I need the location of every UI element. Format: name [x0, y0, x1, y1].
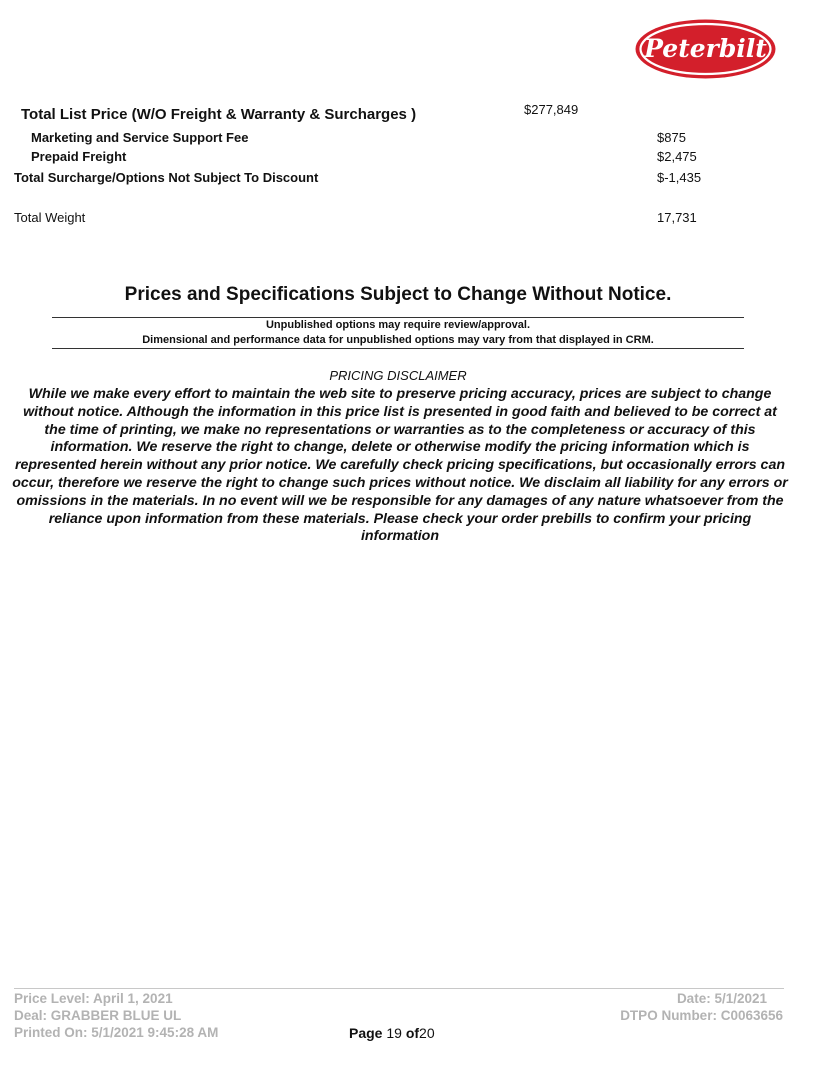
footer-printed-on: Printed On: 5/1/2021 9:45:28 AM	[14, 1025, 219, 1040]
disclaimer-heading: PRICING DISCLAIMER	[329, 368, 467, 383]
total-weight-value: 17,731	[657, 210, 697, 225]
disclaimer-body: While we make every effort to maintain the web site to preserve pricing accuracy, prices are subject to change without notice. Although the information in this price list is presented in good faith and believed to be correct at the time of printing, we make no representations or warranties as to the completeness or accuracy of this information. We reserve the right to change, delete or otherwise modify the pricing information which is represented herein without any prior notice. We carefully check pricing specifications, but occasionally errors can occur, therefore we reserve the right to change such prices without notice. We disclaim all liability for any errors or omissions in the materials. In no event will we be responsible for any damages of any nature whatsoever from the reliance upon information from these materials. Please check your order prebills to confirm your pricing information	[12, 386, 788, 545]
notice-line-unpublished: Unpublished options may require review/approval.	[265, 319, 531, 331]
page-word: Page	[349, 1025, 383, 1041]
footer-price-level: Price Level: April 1, 2021	[14, 991, 173, 1006]
surcharge-total-value: $-1,435	[657, 170, 702, 185]
footer-deal: Deal: GRABBER BLUE UL	[14, 1008, 182, 1023]
footer-dtpo-number: DTPO Number: C0063656	[620, 1008, 783, 1023]
total-weight-label: Total Weight	[14, 210, 86, 225]
page-of: of	[405, 1025, 420, 1041]
footer-rule	[14, 988, 784, 989]
marketing-fee-value: $875	[657, 130, 686, 145]
logo-text: Peterbilt	[644, 34, 767, 63]
notice-title: Prices and Specifications Subject to Change Without Notice.	[124, 284, 672, 305]
prepaid-freight-value: $2,475	[657, 149, 697, 164]
prepaid-freight-label: Prepaid Freight	[31, 149, 127, 164]
notice-top-rule	[52, 317, 744, 318]
peterbilt-logo	[634, 18, 777, 80]
surcharge-total-label: Total Surcharge/Options Not Subject To Discount	[14, 170, 319, 185]
notice-line-dimensional: Dimensional and performance data for unpublished options may vary from that displayed in CRM.	[142, 334, 654, 346]
page-total: 20	[419, 1025, 435, 1041]
total-list-price-label: Total List Price (W/O Freight & Warranty & Surcharges )	[21, 106, 417, 123]
total-list-price-value: $277,849	[524, 102, 579, 117]
marketing-fee-label: Marketing and Service Support Fee	[31, 130, 249, 145]
notice-bottom-rule	[52, 348, 744, 349]
page-number	[349, 1025, 435, 1041]
footer-date: Date: 5/1/2021	[676, 991, 767, 1006]
page-current: 19	[386, 1025, 402, 1041]
